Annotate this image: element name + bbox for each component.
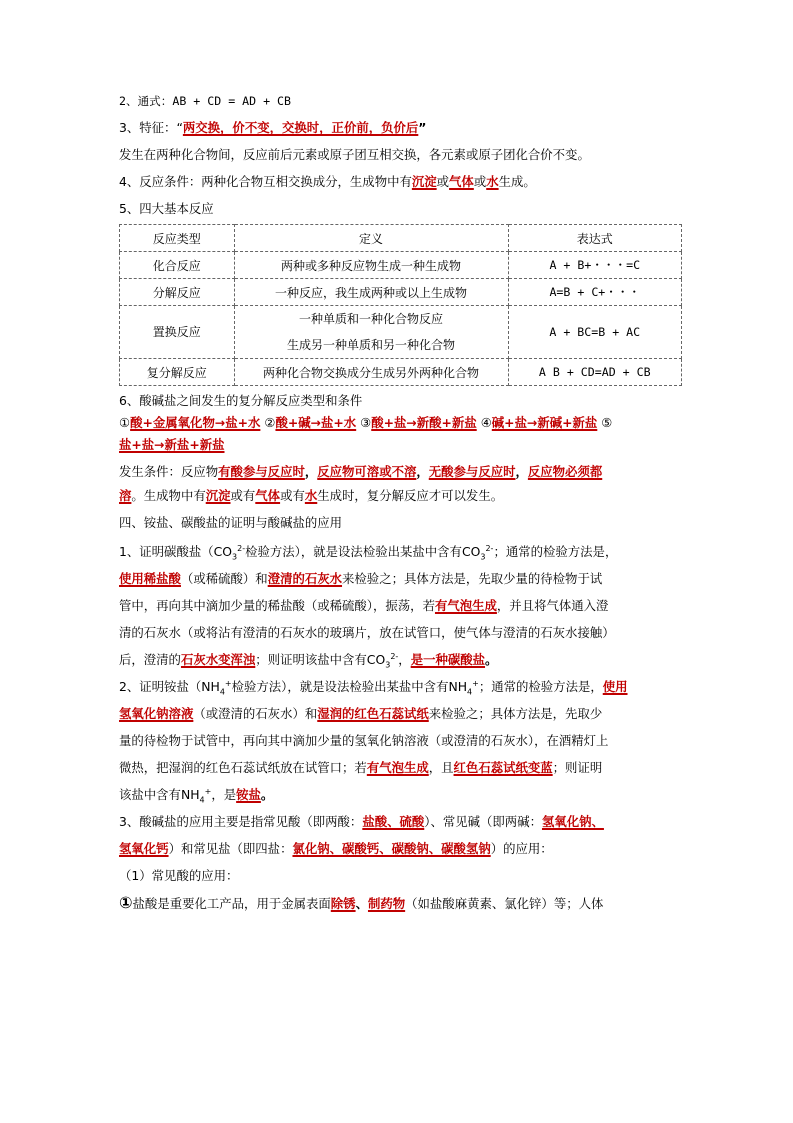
common-acid-heading: （1）常见酸的应用： — [119, 868, 239, 883]
table-cell-type: 置换反应 — [120, 306, 235, 359]
table-header-row — [120, 225, 682, 252]
table-row — [120, 359, 682, 386]
reaction-type-list-cont: 盐+盐→新盐+新盐 — [119, 437, 225, 452]
general-formula: 2、通式：AB + CD = AD + CB — [119, 94, 292, 108]
reaction-type-list: ①酸+金属氧化物→盐+水 ②酸+碱→盐+水 ③酸+盐→新酸+新盐 ④碱+盐→新碱+新盐 ⑤ — [119, 415, 613, 430]
occurrence-condition: 发生条件：反应物有酸参与反应时，反应物可溶或不溶，无酸参与反应时，反应物必须都 — [119, 464, 603, 479]
table-cell-definition: 两种或多种反应物生成一种生成物 — [234, 252, 508, 279]
table-cell-expression: A=B + C+・・・ — [508, 279, 682, 306]
hydrochloric-acid-line: ①盐酸是重要化工产品，用于金属表面除锈、制药物（如盐酸麻黄素、氯化锌）等；人体 — [119, 893, 604, 912]
reaction-condition: 4、反应条件：两种化合物互相交换成分，生成物中有沉淀或气体或水生成。 — [119, 174, 536, 189]
table-cell-expression: A + BC=B + AC — [508, 306, 682, 359]
document-body — [119, 92, 679, 921]
feature-highlight: 两交换，价不变，交换时，正价前，负价后 — [182, 120, 419, 135]
table-cell-type: 化合反应 — [120, 252, 235, 279]
table-row — [120, 279, 682, 306]
table-cell-definition: 一种反应，我生成两种或以上生成物 — [234, 279, 508, 306]
application-paragraph: 3、酸碱盐的应用主要是指常见酸（即两酸：盐酸、硫酸）、常见碱（即两碱：氢氧化钠、 氢氧化钙）和常见盐（即四盐：氯化钠、碳酸钙、碳酸钠、碳酸氢钠）的应用： — [119, 814, 604, 856]
table-cell-type: 分解反应 — [120, 279, 235, 306]
reaction-types-table — [119, 224, 682, 386]
section-four-heading: 四、铵盐、碳酸盐的证明与酸碱盐的应用 — [119, 515, 343, 530]
table-cell-type: 复分解反应 — [120, 359, 235, 386]
table-cell-expression: A + B+・・・=C — [508, 252, 682, 279]
feature-description: 发生在两种化合物间，反应前后元素或原子团互相交换，各元素或原子团化合价不变。 — [119, 147, 590, 162]
table-cell-definition: 一种单质和一种化合物反应 生成另一种单质和另一种化合物 — [234, 306, 508, 359]
occurrence-condition-cont: 溶。生成物中有沉淀或有气体或有水生成时，复分解反应才可以发生。 — [119, 488, 504, 503]
table-header: 表达式 — [508, 225, 682, 252]
acid-base-salt-heading: 6、酸碱盐之间发生的复分解反应类型和条件 — [119, 393, 363, 408]
table-cell-expression: A B + CD=AD + CB — [508, 359, 682, 386]
table-cell-definition: 两种化合物交换成分生成另外两种化合物 — [234, 359, 508, 386]
table-row — [120, 306, 682, 359]
four-reactions-heading: 5、四大基本反应 — [119, 201, 214, 216]
feature-line: 3、特征：“两交换，价不变，交换时，正价前，负价后” — [119, 120, 427, 135]
table-row — [120, 252, 682, 279]
ammonium-paragraph: 2、证明铵盐（$NH_4^+$检验方法），就是设法检验出某盐中含有$NH_4^+$；通常的检验方法是，使用 氢氧化钠溶液（或澄清的石灰水）和湿润的红色石蕊试纸来检验之；具体方法是，先取少 量的待检物于试管中，再向其中滴加少量的氢氧化钠溶液（或澄清的石灰水），在酒精灯上 微热，把湿润的红色石蕊试纸放在试管口；若有气泡生成，且红色石蕊试纸变蓝；则证明 该盐中含有$NH_4^+$，是铵盐。 — [119, 678, 628, 805]
table-header: 定义 — [234, 225, 508, 252]
carbonate-paragraph: 1、证明碳酸盐（$CO_3^{2-}$检验方法），就是设法检验出某盐中含有$CO_3^{2-}$；通常的检验方法是， 使用稀盐酸（或稀硫酸）和澄清的石灰水来检验之；具体方法是，先取少量的待检物于试 管中，再向其中滴加少量的稀盐酸（或稀硫酸），振荡，若有气泡生成，并且将气体通入澄 清的石灰水（或将沾有澄清的石灰水的玻璃片，放在试管口，使气体与澄清的石灰水接触） 后，澄清的石灰水变浑浊；则证明该盐中含有$CO_3^{2-}$，是一种碳酸盐。 — [119, 543, 618, 670]
table-header: 反应类型 — [120, 225, 235, 252]
